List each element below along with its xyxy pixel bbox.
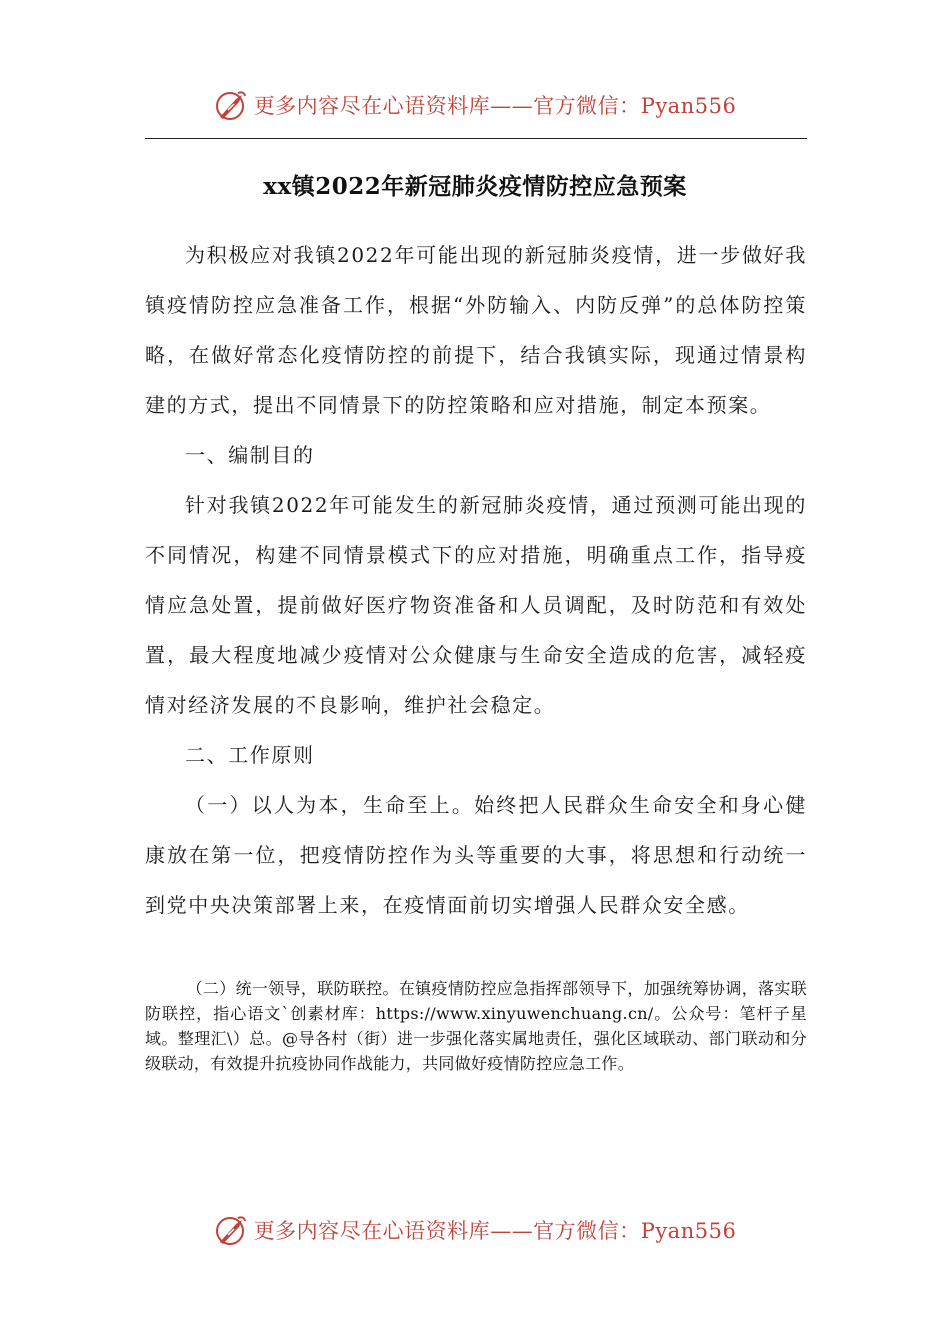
banner-separator: ——: [490, 1219, 534, 1243]
banner-separator: ——: [490, 94, 534, 118]
pen-nib-logo-icon: [214, 1212, 250, 1248]
paragraph-purpose: 针对我镇2022年可能发生的新冠肺炎疫情，通过预测可能出现的不同情况，构建不同情景模式下的应对措施，明确重点工作，指导疫情应急处置，提前做好医疗物资准备和人员调配，及时防范和有效处置，最大程度地减少疫情对公众健康与生命安全造成的危害，减轻疫情对经济发展的不良影响，维护社会稳定。: [145, 493, 807, 717]
header-banner: [0, 80, 950, 130]
banner-wechat-id: Pyan556: [640, 94, 737, 118]
banner-text: [254, 90, 737, 120]
banner-main-text: 更多内容尽在心语资料库: [253, 94, 491, 118]
document-title: xx镇2022年新冠肺炎疫情防控应急预案: [263, 173, 687, 200]
heading-purpose: 一、编制目的: [185, 443, 315, 467]
paragraph-principle-1: （一）以人为本，生命至上。始终把人民群众生命安全和身心健康放在第一位，把疫情防控作为头等重要的大事，将思想和行动统一到党中央决策部署上来，在疫情面前切实增强人民群众安全感。: [145, 793, 807, 917]
document-body: [145, 230, 807, 930]
heading-principles: 二、工作原则: [185, 743, 315, 767]
banner-label: 官方微信：: [533, 94, 641, 118]
pen-nib-logo-icon: [214, 87, 250, 123]
paragraph-intro: 为积极应对我镇2022年可能出现的新冠肺炎疫情，进一步做好我镇疫情防控应急准备工作，根据“外防输入、内防反弹”的总体防控策略，在做好常态化疫情防控的前提下，结合我镇实际，现通过情景构建的方式，提出不同情景下的防控策略和应对措施，制定本预案。: [145, 243, 807, 417]
header-divider: [145, 138, 807, 139]
paragraph-principle-2: （二）统一领导，联防联控。在镇疫情防控应急指挥部领导下，加强统筹协调，落实联防联控，指心语文`创素材库：https://www.xinyuwenchuang.cn/。公众号：笔杆子星域。整理汇\）总。@导各村（街）进一步强化落实属地责任，强化区域联动、部门联动和分级联动，有效提升抗疫协同作战能力，共同做好疫情防控应急工作。: [145, 979, 807, 1073]
banner-wechat-id: Pyan556: [640, 1219, 737, 1243]
document-body-small: [145, 976, 807, 1076]
banner-main-text: 更多内容尽在心语资料库: [253, 1219, 491, 1243]
footer-banner: [0, 1205, 950, 1255]
banner-text: [254, 1215, 737, 1245]
banner-label: 官方微信：: [533, 1219, 641, 1243]
